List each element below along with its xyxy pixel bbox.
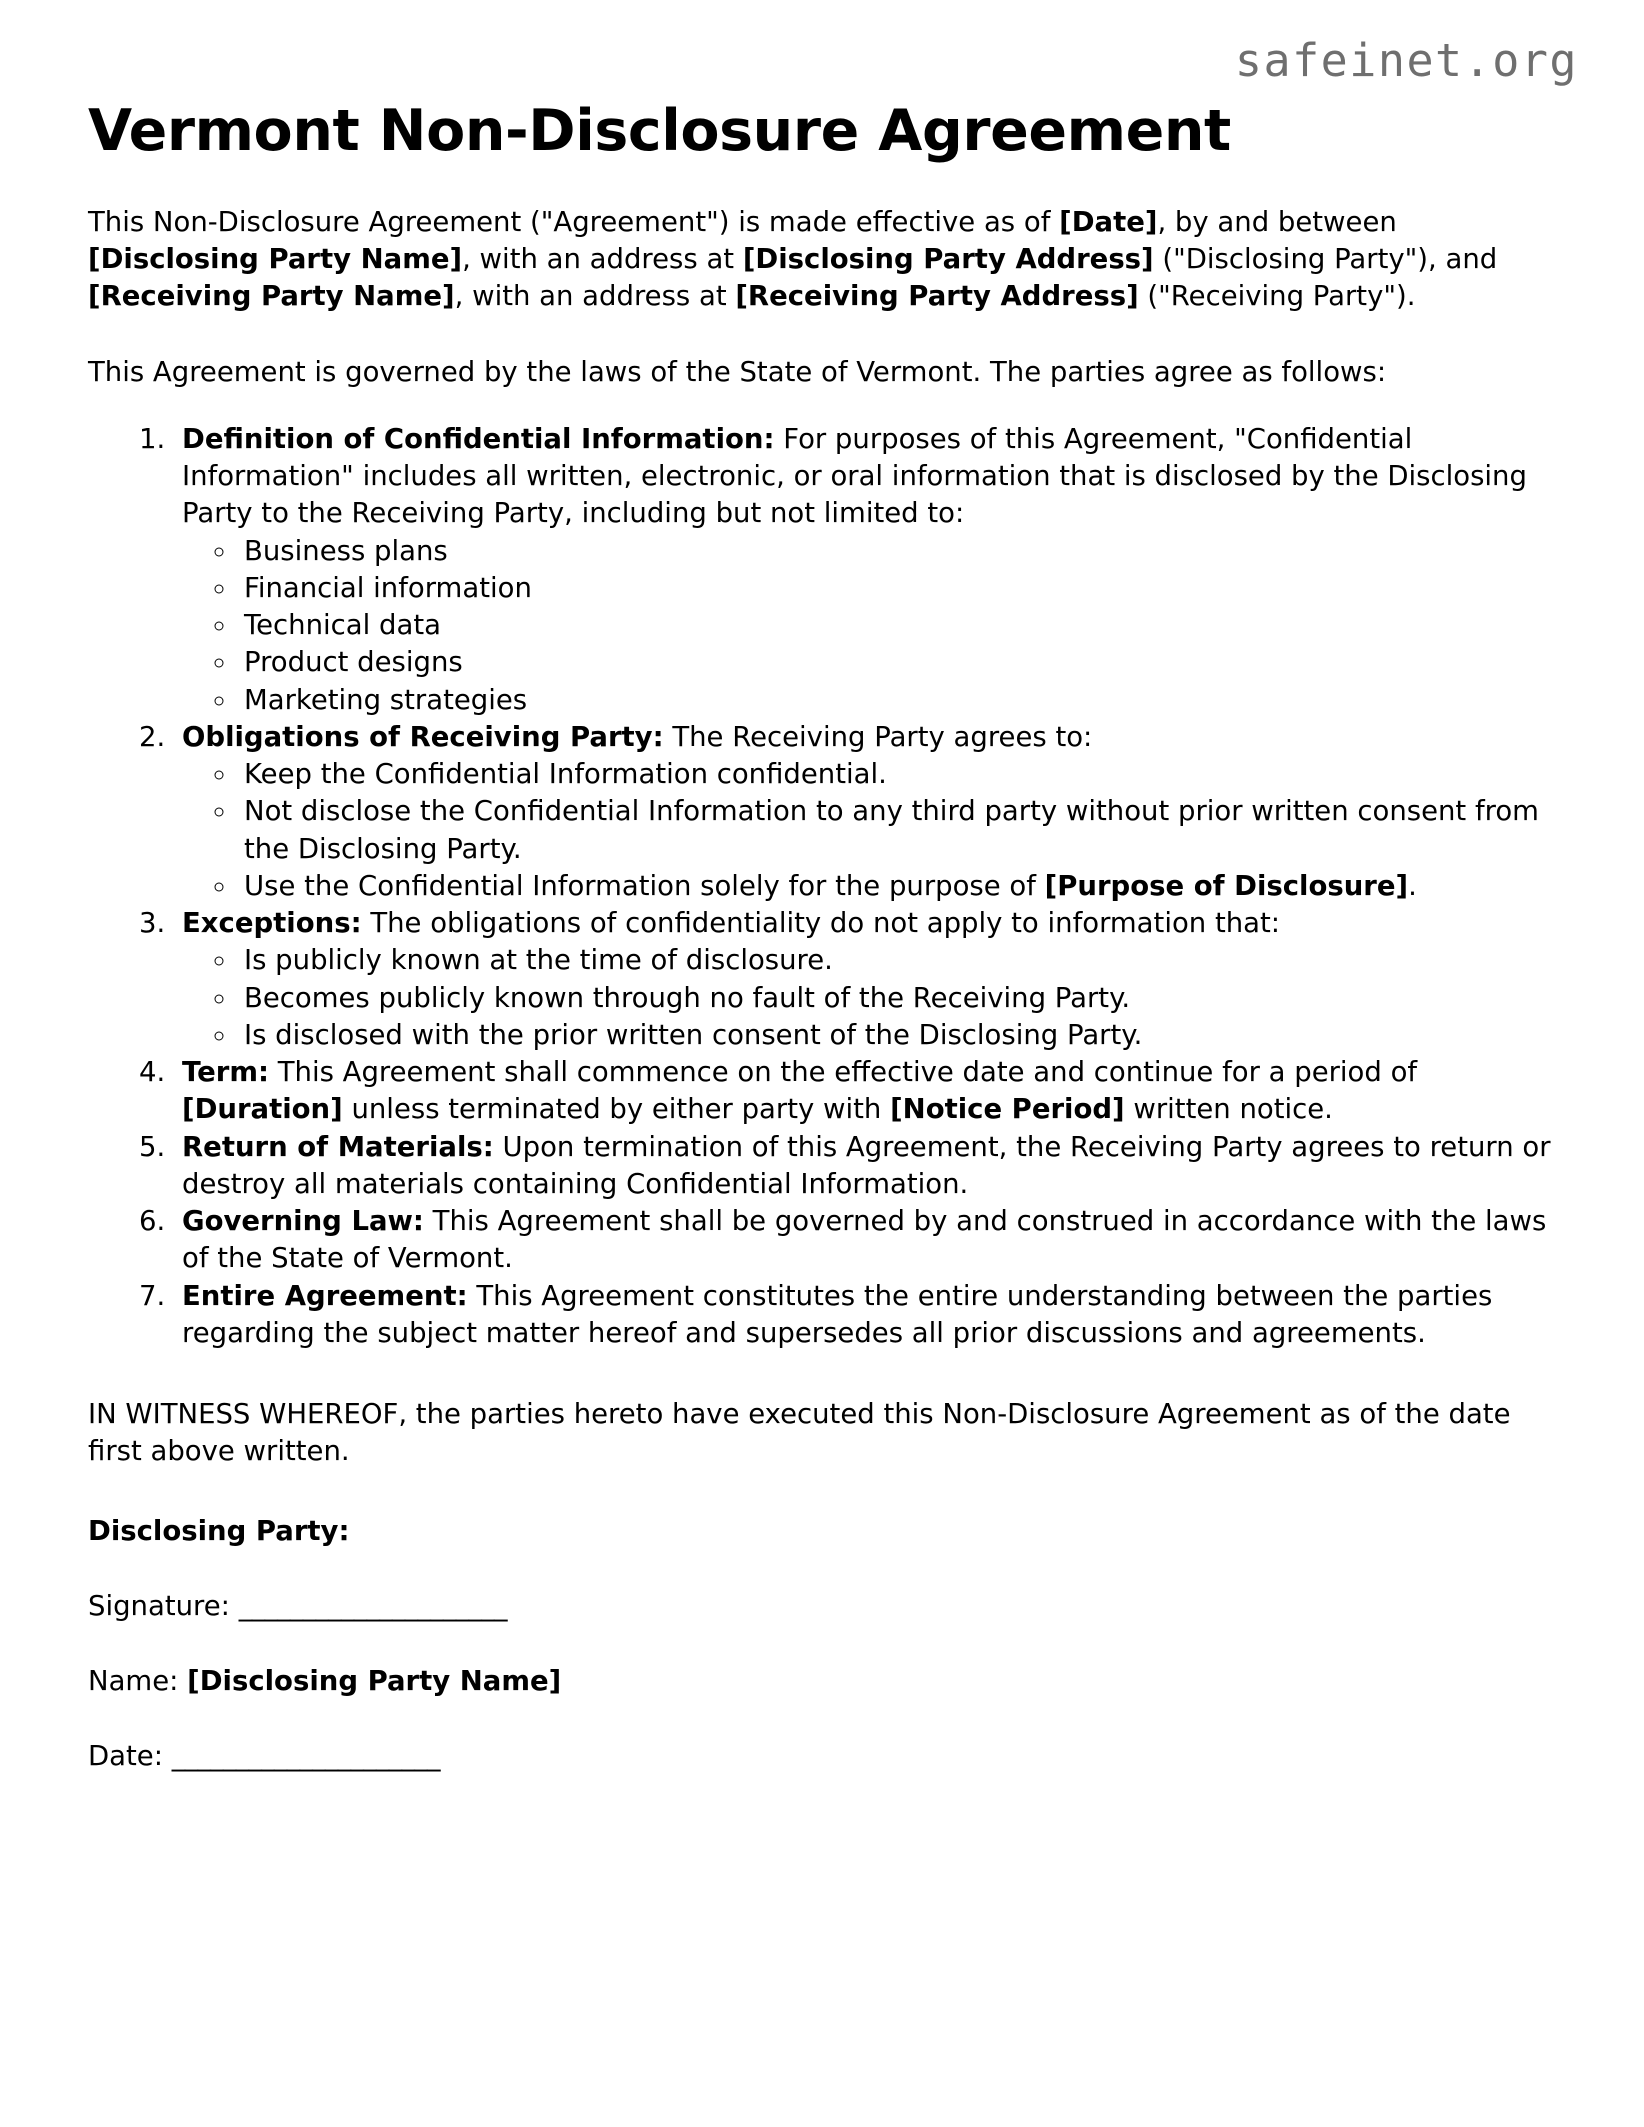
duration-placeholder: [Duration]: [182, 1093, 343, 1126]
witness-paragraph: IN WITNESS WHEREOF, the parties hereto have executed this Non-Disclosure Agreement as of the date first above written.: [88, 1398, 1511, 1468]
name-label: Name:: [88, 1665, 188, 1698]
intro-text-3: , with an address at: [462, 243, 743, 276]
clause-heading: Entire Agreement:: [182, 1279, 468, 1312]
date-label: Date:: [88, 1740, 172, 1773]
signature-label: Signature:: [88, 1589, 239, 1622]
clause-body-a: This Agreement shall commence on the effective date and continue for a period of: [268, 1056, 1418, 1089]
list-item: ◦ Becomes publicly known through no fault of the Receiving Party.: [238, 980, 1566, 1017]
clause-body: This Agreement shall be governed by and construed in accordance with the laws of the State of Vermont.: [182, 1205, 1547, 1275]
clause-heading: Definition of Confidential Information:: [182, 422, 775, 455]
disclosing-party-address-placeholder: [Disclosing Party Address]: [742, 243, 1154, 276]
clause-heading: Term:: [182, 1056, 269, 1089]
clause-sublist-exceptions: [182, 942, 1566, 1054]
clause-body: This Agreement constitutes the entire understanding between the parties regarding the subject matter hereof and supersedes all prior discussions and agreements.: [182, 1279, 1493, 1349]
clause-item-exceptions: [174, 905, 1566, 1054]
sub-text-pre: Use the Confidential Information solely for the purpose of: [244, 869, 1045, 902]
sub-text-post: .: [1408, 869, 1417, 902]
intro-text-6: ("Receiving Party").: [1138, 280, 1416, 313]
clause-list: [88, 421, 1566, 1352]
date-line: [88, 1700, 1566, 1775]
name-line: [88, 1625, 1566, 1700]
receiving-party-name-placeholder: [Receiving Party Name]: [88, 280, 455, 313]
list-item: ◦ Technical data: [238, 607, 1566, 644]
intro-text-5: , with an address at: [454, 280, 736, 313]
clause-body-c: written notice.: [1124, 1093, 1333, 1126]
disclosing-party-heading: Disclosing Party:: [88, 1514, 350, 1547]
clause-item-entire-agreement: [174, 1278, 1566, 1353]
list-item: ◦ Is disclosed with the prior written consent of the Disclosing Party.: [238, 1017, 1566, 1054]
page-title: Vermont Non-Disclosure Agreement: [88, 98, 1231, 164]
clause-item-governing-law: [174, 1203, 1566, 1278]
clause-body: The Receiving Party agrees to:: [663, 720, 1093, 753]
clause-body-b: unless terminated by either party with: [342, 1093, 891, 1126]
list-item: ◦ Product designs: [238, 644, 1566, 681]
receiving-party-address-placeholder: [Receiving Party Address]: [735, 280, 1139, 313]
clause-body: The obligations of confidentiality do not apply to information that:: [361, 907, 1281, 940]
clause-heading: Governing Law:: [182, 1205, 424, 1238]
list-item: ◦ Keep the Confidential Information confidential.: [238, 756, 1566, 793]
disclosing-party-name-value: [Disclosing Party Name]: [187, 1665, 562, 1698]
date-rule: _____________________: [171, 1740, 440, 1773]
clause-body: Upon termination of this Agreement, the Receiving Party agrees to return or destroy all materials containing Confidential Information.: [182, 1130, 1551, 1200]
list-item: ◦ Financial information: [238, 570, 1566, 607]
list-item: ◦ Is publicly known at the time of disclosure.: [238, 942, 1566, 979]
clause-item-term: [174, 1054, 1566, 1129]
list-item: [238, 868, 1566, 905]
clause-heading: Obligations of Receiving Party:: [182, 720, 664, 753]
purpose-of-disclosure-placeholder: [Purpose of Disclosure]: [1044, 869, 1409, 902]
signature-line: [88, 1550, 1566, 1625]
intro-text-4: ("Disclosing Party"), and: [1153, 243, 1498, 276]
notice-period-placeholder: [Notice Period]: [890, 1093, 1125, 1126]
clause-body: For purposes of this Agreement, "Confidential Information" includes all written, electronic, or oral information that is disclosed by the Disclosing Party to the Receiving Party, including but not limited to:: [182, 422, 1527, 530]
clause-sublist-obligations: [182, 756, 1566, 905]
date-placeholder: [Date]: [1059, 205, 1158, 238]
clause-heading: Exceptions:: [182, 907, 362, 940]
intro-text-1: This Non-Disclosure Agreement ("Agreement") is made effective as of: [88, 205, 1060, 238]
clause-item-return-of-materials: [174, 1129, 1566, 1204]
intro-paragraph: [88, 164, 1566, 316]
disclosing-party-name-placeholder: [Disclosing Party Name]: [88, 243, 463, 276]
signature-rule: _____________________: [238, 1589, 507, 1622]
site-watermark: safeinet.org: [1234, 34, 1578, 87]
intro-text-2: , by and between: [1157, 205, 1397, 238]
list-item: ◦ Marketing strategies: [238, 682, 1566, 719]
governing-law-paragraph: This Agreement is governed by the laws of the State of Vermont. The parties agree as follows:: [88, 355, 1387, 388]
clause-item-definition: [174, 421, 1566, 719]
clause-item-obligations: [174, 719, 1566, 905]
list-item: ◦ Not disclose the Confidential Information to any third party without prior written consent from the Disclosing Party.: [238, 793, 1566, 868]
clause-sublist-definition: [182, 533, 1566, 719]
list-item: ◦ Business plans: [238, 533, 1566, 570]
clause-heading: Return of Materials:: [182, 1130, 494, 1163]
